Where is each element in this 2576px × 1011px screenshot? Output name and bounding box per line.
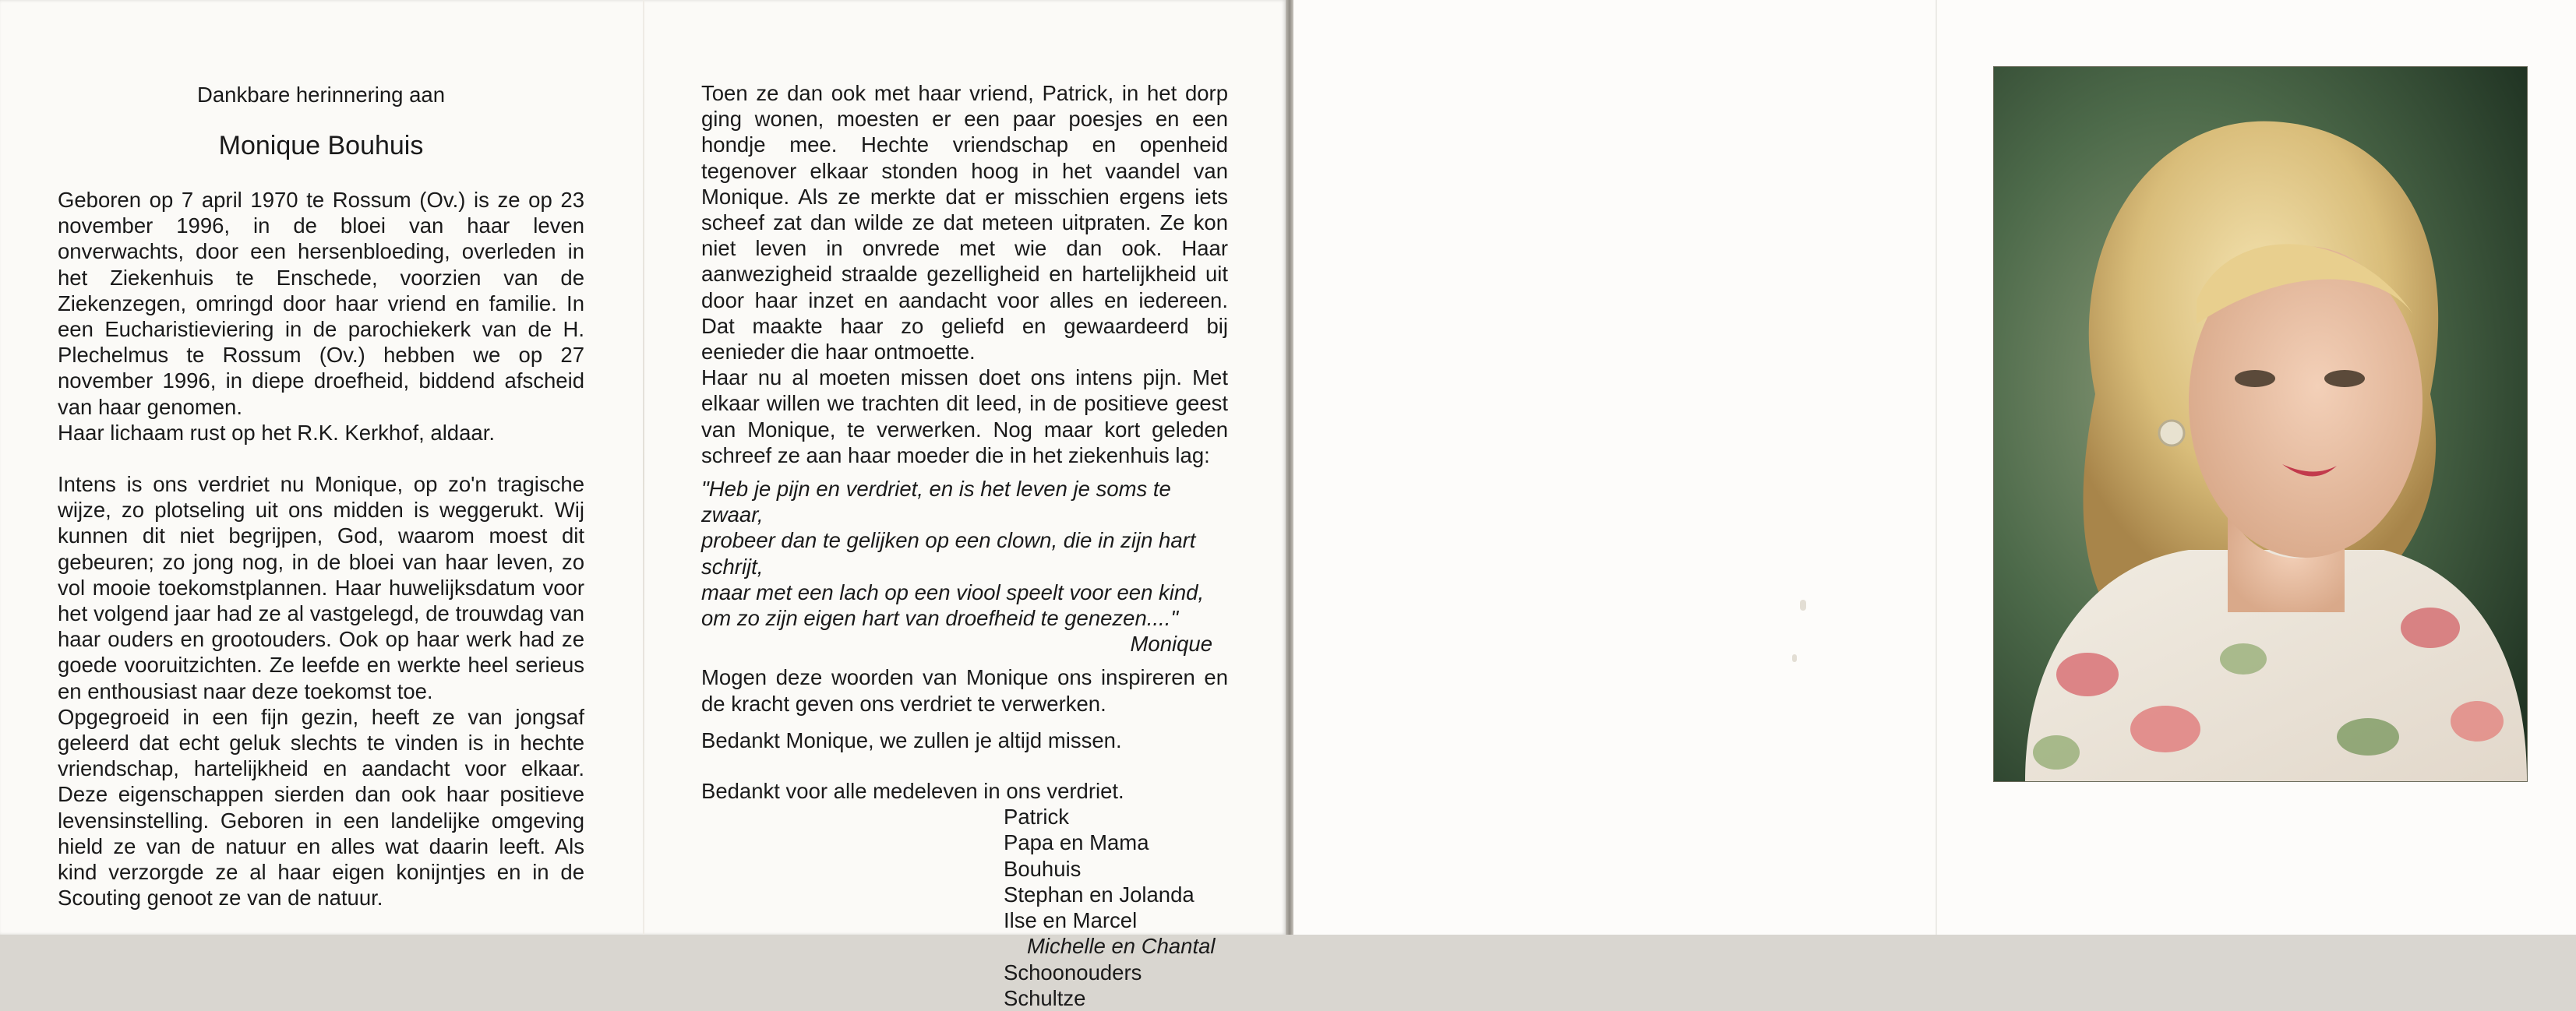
intro-heading: Dankbare herinnering aan [197,83,445,107]
family-member: Patrick [1004,805,1070,830]
family-member: Ilse en Marcel [1004,908,1138,933]
portrait-photo [1993,66,2528,782]
fold-line [1936,0,1937,935]
family-member: Schoonouders Schultze [1004,960,1142,1010]
paragraph-friendship: Toen ze dan ook met haar vriend, Patrick, in het dorp ging wonen, moesten er een paar poesjes en een hondje mee. Hechte vriendschap en openheid tegenover elkaar stonden hoog in het vaandel van Monique. Als ze merkte dat er misschien ergens iets scheef zat dan wilde ze dat meteen uitpraten. Ze kon niet leven in onvrede met wie dan ook. Haar aanwezigheid straalde gezelligheid en hartelijkheid uit door haar inzet en aandacht voor alles en iedereen. Dat maakte haar zo geliefd en gewaardeerd bij eenieder die haar ontmoette. [701,81,1228,365]
paper-mark [1792,654,1797,662]
left-text-column [58,187,584,911]
family-member: Papa en Mama Bouhuis [1004,830,1149,881]
paragraph-missing: Haar nu al moeten missen doet ons intens pijn. Met elkaar willen we trachten dit leed, in de positieve geest van Monique, te verwerken. Nog maar kort geleden schreef ze aan haar moeder die in het ziekenhuis lag: [701,365,1228,467]
poem-line: maar met een lach op een viool speelt voor een kind, [701,579,1205,604]
family-member: Stephan en Jolanda [1004,882,1194,907]
paragraph-birth-death: Geboren op 7 april 1970 te Rossum (Ov.) is ze op 23 november 1996, in de bloei van haar leven onverwachts, door een hersenbloeding, overleden in het Ziekenhuis te Enschede, voorzien van de Ziekenzegen, omringd door haar vriend en familie. In een Eucharistieviering in de parochiekerk van de H. Plechelmus te Rossum (Ov.) hebben we op 27 november 1996, in diepe droefheid, biddend afscheid van haar genomen. [58,188,584,419]
poem-line: probeer dan te gelijken op een clown, die in zijn hart schrijt, [701,528,1196,579]
poem-signature: Monique [1130,632,1212,657]
card-gap [1286,0,1293,935]
paragraph-inspiration: Mogen deze woorden van Monique ons inspireren en de kracht geven ons verdriet te verwerken. [701,665,1228,716]
paper-mark [1800,600,1806,611]
paragraph-farewell: Bedankt Monique, we zullen je altijd missen. [701,727,1122,752]
paragraph-grief: Intens is ons verdriet nu Monique, op zo'n tragische wijze, zo plotseling uit ons midden is weggerukt. Wij kunnen dit niet begrijpen, God, waarom moest dit gebeuren; zo jong nog, in de bloei van haar leven, zo vol mooie toekomstplannen. Haar huwelijksdatum voor het volgend jaar had ze al vastgelegd, de trouwdag van haar ouders en grootouders. Ook op haar werk had ze goede vooruitzichten. Ze leefde en werkte heel serieus en enthousiast naar deze toekomst toe. [58,472,584,703]
portrait-image [1994,67,2527,781]
poem-line: "Heb je pijn en verdriet, en is het leven je soms te zwaar, [701,477,1171,527]
left-card-spread [0,0,1286,1010]
paragraph-burial: Haar lichaam rust op het R.K. Kerkhof, aldaar. [58,420,495,445]
deceased-name: Monique Bouhuis [218,131,424,160]
family-signatures [1004,804,1228,1011]
fold-line [643,0,644,935]
family-member: Michelle en Chantal [1027,934,1216,959]
poem-line: om zo zijn eigen hart van droefheid te genezen...." [701,606,1179,631]
middle-text-column [701,80,1228,1011]
paragraph-upbringing: Opgegroeid in een fijn gezin, heeft ze van jongsaf geleerd dat echt geluk slechts te vinden is in hechte vriendschap, hartelijkheid en aandacht voor elkaar. Deze eigenschappen sierden dan ook haar positieve levensinstelling. Geboren in een landelijke omgeving hield ze van de natuur en alles wat daarin leeft. Als kind verzorgde ze al haar eigen konijntjes en in de Scouting genoot ze van de natuur. [58,704,584,911]
paragraph-thanks: Bedankt voor alle medeleven in ons verdriet. [701,779,1124,804]
poem [701,476,1228,631]
